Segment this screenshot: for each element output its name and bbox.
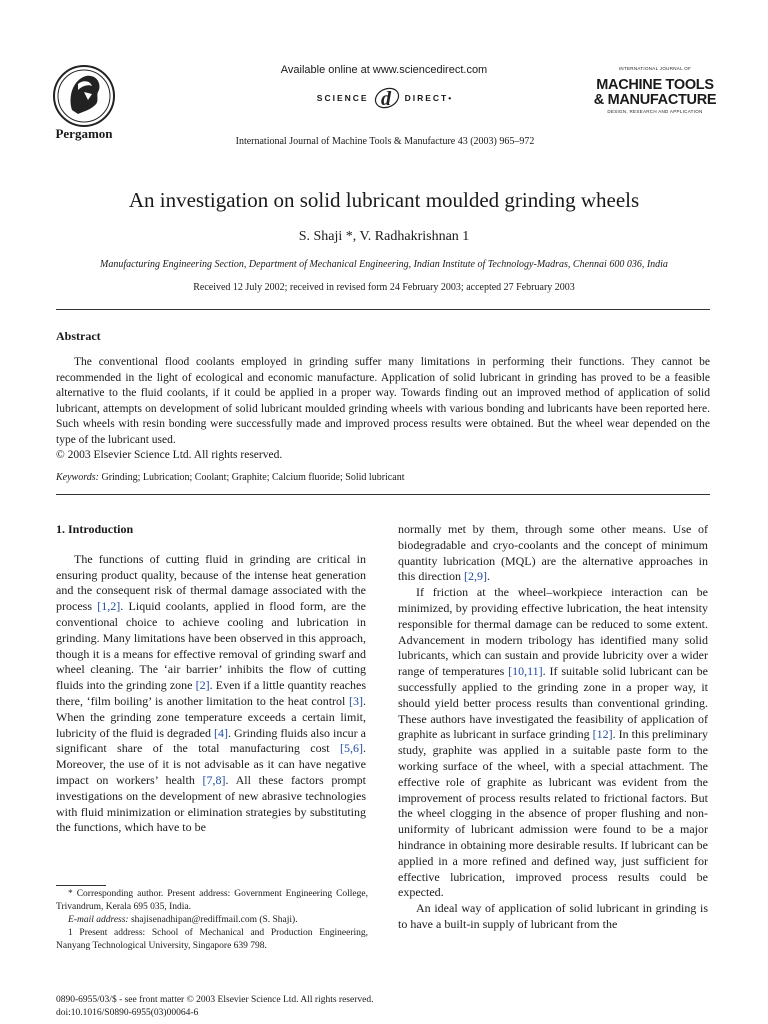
- article-affiliation: Manufacturing Engineering Section, Department of Mechanical Engineering, Indian Institute of Technology-Madras, Chennai 600 036, India: [100, 259, 668, 270]
- footer-issn: 0890-6955/03/$ - see front matter © 2003 Elsevier Science Ltd. All rights reserved.: [56, 995, 374, 1005]
- available-online-text: Available online at www.sciencedirect.com: [280, 64, 488, 76]
- citation-link[interactable]: [2]: [195, 678, 210, 693]
- abstract-body: [56, 355, 710, 464]
- intro-paragraph-continued: normally met by them, through some other means. Use of biodegradable and cryo-coolants and the concept of minimum quantity lubrication (MQL) are the alternative approaches in this direction [2,9].: [398, 522, 708, 584]
- science-word: SCIENCE: [316, 93, 369, 103]
- citation-link[interactable]: [7,8]: [202, 772, 226, 787]
- citation-link[interactable]: [5,6]: [340, 741, 363, 756]
- journal-logo: [588, 66, 722, 114]
- right-column: [398, 522, 708, 933]
- email-address[interactable]: shajisenadhipan@rediffmail.com (S. Shaji).: [130, 915, 298, 925]
- journal-logo-line2: & MANUFACTURE: [593, 92, 717, 108]
- publisher-name: Pergamon: [55, 126, 113, 141]
- sciencedirect-d-icon: [373, 84, 401, 112]
- keywords: [56, 472, 710, 483]
- svg-text:d: d: [380, 88, 393, 110]
- email-label: E-mail address:: [68, 915, 129, 925]
- footer-doi: doi:10.1016/S0890-6955(03)00064-6: [56, 1007, 199, 1018]
- intro-paragraph-1: The functions of cutting fluid in grinding are critical in ensuring product quality, because of the intense heat generation and the consequent risk of thermal damage associated with the process [1,2]. Liquid coolants, applied in flood form, are the conventional choice to achieve cooling and lubrication in grinding. Many limitations have been observed in this approach, though it is a means for effective removal of grinding swarf and wheel cleaning. The ‘air barrier’ inhibits the flow of cutting fluids into the grinding zone [2]. Even if a little quantity reaches there, ‘film boiling’ is another limitation to the heat control [3]. When the grinding zone temperature exceeds a certain limit, lubricity of the fluid is degraded [4]. Grinding fluids also incur a significant share of the total manufacturing cost [5,6]. Moreover, the use of it is not advisable as it can have negative impact on workers’ health [7,8]. All these factors prompt investigations on the development of new abrasive technologies with fluid minimization or elimination strategies by substituting the functions, which have to be: [56, 551, 366, 835]
- divider-bottom: [56, 494, 710, 495]
- journal-logo-line1: MACHINE TOOLS: [596, 77, 714, 93]
- journal-reference: International Journal of Machine Tools & Manufacture 43 (2003) 965–972: [235, 136, 535, 147]
- abstract-copyright: © 2003 Elsevier Science Ltd. All rights reserved.: [56, 449, 283, 461]
- footnote-rule: [56, 885, 106, 886]
- abstract-heading: Abstract: [56, 329, 101, 343]
- page-footer: [56, 994, 373, 1019]
- citation-link[interactable]: [4]: [213, 725, 228, 740]
- keywords-list: Grinding; Lubrication; Coolant; Graphite; Calcium fluoride; Solid lubricant: [101, 472, 405, 483]
- keywords-label: Keywords:: [56, 472, 99, 483]
- intro-paragraph-2: If friction at the wheel–workpiece interaction can be minimized, by providing effective lubrication, the heat intensity responsible for thermal damage can be reduced to some extent. Advancement in modern tribology has identified many solid lubricants, which can sustain and provide lubricity over a wider range of temperatures [10,11]. If suitable solid lubricant can be successfully applied to the grinding zone in a proper way, it should yield better process results than conventional grinding. These authors have investigated the feasibility of application of graphite as lubricant in surface grinding [12]. In this preliminary study, graphite was applied in a suitable paste form to the working surface of the wheel, with a special attachment. The effective role of graphite as lubricant was evident from the improvement of process results related to frictional factors. But the wheel clogging in the absence of proper flushing and non-uniformity of lubricant admission were found to be a major hindrance in obtaining more desirable results. If lubricant can be applied in a more refined and defined way, just sufficient for effective lubrication, improved process results could be expected.: [398, 585, 708, 900]
- citation-link[interactable]: [3]: [349, 693, 363, 708]
- article-authors: S. Shaji *, V. Radhakrishnan 1: [298, 229, 470, 244]
- divider-top: [56, 309, 710, 310]
- left-column: [56, 522, 366, 836]
- citation-link[interactable]: [2,9]: [464, 569, 487, 584]
- citation-link[interactable]: [1,2]: [97, 599, 121, 614]
- sciencedirect-logo: SCIENCE d DIRECT •: [240, 82, 530, 114]
- article-title: An investigation on solid lubricant moulded grinding wheels: [128, 188, 640, 212]
- footnote-corresponding: * Corresponding author. Present address: Government Engineering College, Trivandrum, Kerala 695 035, India.: [56, 889, 368, 912]
- abstract-text: The conventional flood coolants employed in grinding suffer many limitations in performing their functions. They cannot be recommended in the light of ecological and economic manufacture. Application of solid lubricant in grinding has proved to be a feasible alternative to the fluid coolants, if it could be applied in a proper way. Towards finding out an improved method of application of solid lubricant, attempts on development of solid lubricant moulded grinding wheels with various bonding and lubricants have been reported here. Such wheels with resin bonding were successfully made and improved process results were obtained. But the wheel wear depended on the type of the lubricant used.: [56, 356, 710, 446]
- section-heading-introduction: 1. Introduction: [56, 522, 134, 536]
- direct-word: DIRECT: [404, 93, 449, 103]
- journal-logo-subtitle: DESIGN, RESEARCH AND APPLICATION: [607, 109, 703, 114]
- citation-link[interactable]: [10,11]: [508, 664, 543, 679]
- intro-paragraph-3: An ideal way of application of solid lubricant in grinding is to have a built-in supply of lubricant from the: [398, 901, 708, 931]
- footnote-1: 1 Present address: School of Mechanical and Production Engineering, Nanyang Technological University, Singapore 639 798.: [56, 928, 368, 951]
- footnotes: [56, 888, 368, 953]
- article-dates: Received 12 July 2002; received in revised form 24 February 2003; accepted 27 February 2003: [193, 282, 575, 293]
- journal-logo-intl: INTERNATIONAL JOURNAL OF: [618, 66, 692, 71]
- citation-link[interactable]: [12]: [592, 727, 613, 742]
